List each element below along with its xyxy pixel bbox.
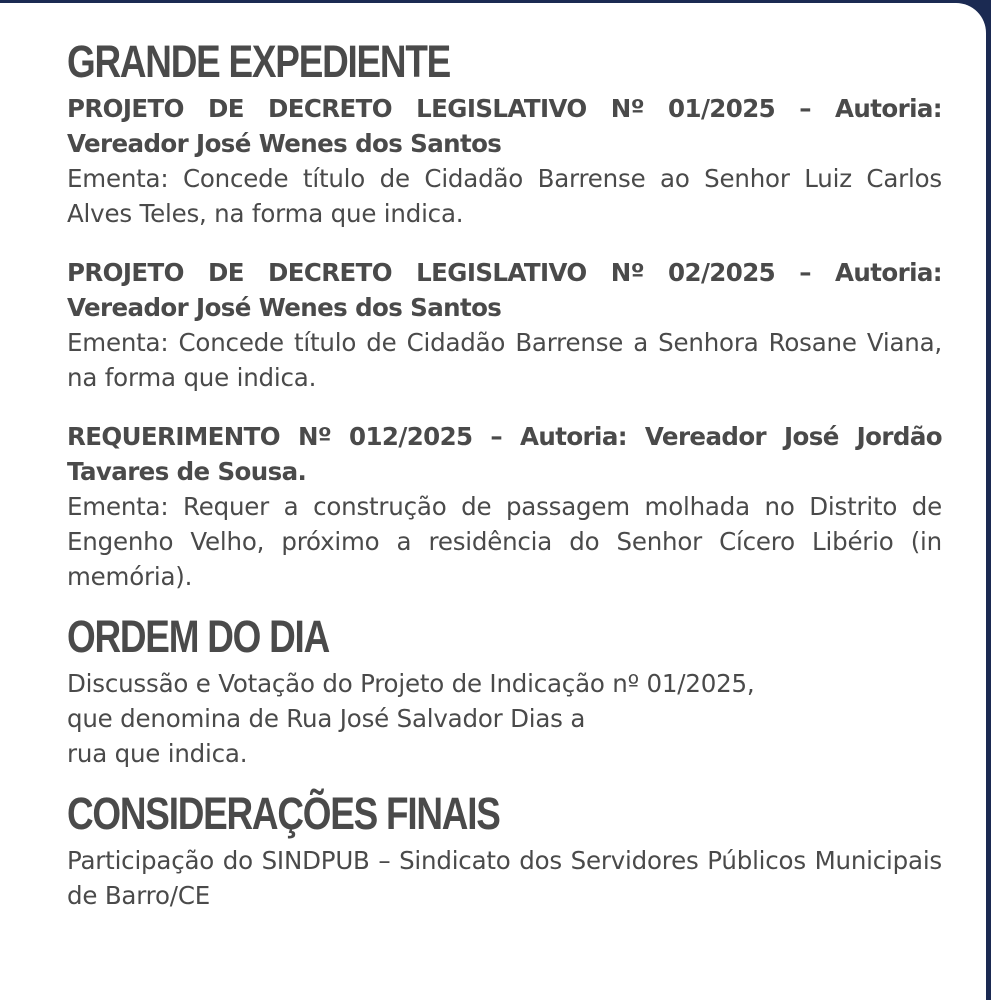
agenda-item-decreto-01 <box>67 91 942 231</box>
agenda-item-title: PROJETO DE DECRETO LEGISLATIVO Nº 01/2025 – Autoria: Vereador José Wenes dos Santos <box>67 94 942 158</box>
ordem-do-dia-line: que denomina de Rua José Salvador Dias a <box>67 704 586 733</box>
agenda-item-ementa: Ementa: Concede título de Cidadão Barrense a Senhora Rosane Viana, na forma que indica. <box>67 328 942 392</box>
ordem-do-dia-heading: ORDEM DO DIA <box>67 611 329 662</box>
agenda-item-title: REQUERIMENTO Nº 012/2025 – Autoria: Vereador José Jordão Tavares de Sousa. <box>67 422 942 486</box>
agenda-item-requerimento-012 <box>67 419 942 594</box>
grande-expediente-heading: GRANDE EXPEDIENTE <box>67 36 451 87</box>
agenda-item-ementa: Ementa: Concede título de Cidadão Barrense ao Senhor Luiz Carlos Alves Teles, na forma que indica. <box>67 164 942 228</box>
agenda-item-title: PROJETO DE DECRETO LEGISLATIVO Nº 02/2025 – Autoria: Vereador José Wenes dos Santos <box>67 258 942 322</box>
ordem-do-dia-line: Discussão e Votação do Projeto de Indicação nº 01/2025, <box>67 669 755 698</box>
document-content <box>67 33 942 937</box>
ordem-do-dia-body <box>67 666 942 771</box>
agenda-item-decreto-02 <box>67 255 942 395</box>
ordem-do-dia-line: rua que indica. <box>67 739 248 768</box>
document-card <box>0 3 986 1000</box>
consideracoes-finais-heading: CONSIDERAÇÕES FINAIS <box>67 788 500 839</box>
agenda-item-ementa: Ementa: Requer a construção de passagem molhada no Distrito de Engenho Velho, próximo a residência do Senhor Cícero Libério (in memória). <box>67 492 942 591</box>
consideracoes-finais-text: Participação do SINDPUB – Sindicato dos Servidores Públicos Municipais de Barro/CE <box>67 846 942 910</box>
consideracoes-finais-body <box>67 843 942 913</box>
